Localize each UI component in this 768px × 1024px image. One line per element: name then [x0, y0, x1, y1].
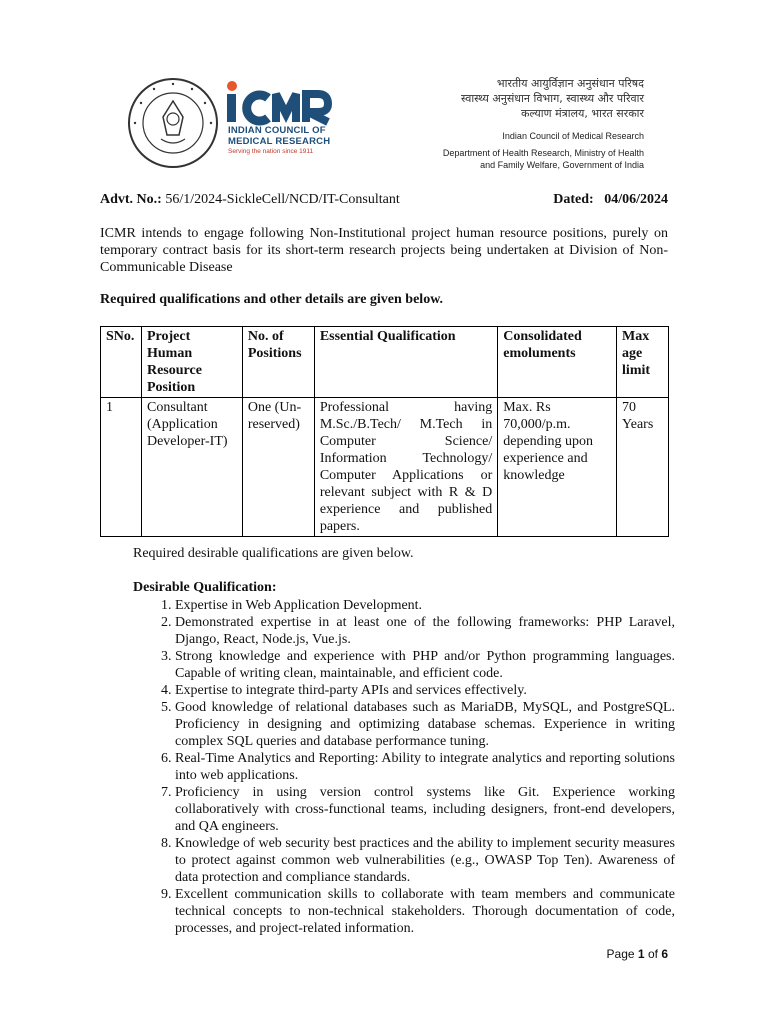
- hindi-line-2: स्वास्थ्य अनुसंधान विभाग, स्वास्थ्य और परिवार: [460, 92, 644, 105]
- logo-line-2: MEDICAL RESEARCH: [228, 136, 331, 147]
- advertisement-line: [100, 192, 668, 208]
- table-row: [101, 398, 669, 537]
- positions-table: [100, 326, 669, 537]
- logo-tagline: Serving the nation since 1911: [228, 148, 314, 155]
- header-qualification: Essential Qualification: [314, 327, 497, 398]
- hindi-line-1: भारतीय आयुर्विज्ञान अनुसंधान परिषद: [496, 77, 644, 90]
- department-line-2: and Family Welfare, Government of India: [480, 160, 644, 170]
- table-header-row: [101, 327, 669, 398]
- header-sno: SNo.: [101, 327, 142, 398]
- list-item: 7. Proficiency in using version control systems like Git. Experience working collaboratively with cross-functional teams, including designers, front-end developers, and QA engineers.: [175, 784, 675, 835]
- department-line-1: Department of Health Research, Ministry of Health: [442, 148, 644, 158]
- header-emoluments: Consolidated emoluments: [498, 327, 617, 398]
- list-item: 3. Strong knowledge and experience with PHP and/or Python programming languages. Capable of writing clean, maintainable, and efficient code.: [175, 648, 675, 682]
- list-item: 5. Good knowledge of relational databases such as MariaDB, MySQL, and PostgreSQL. Proficiency in designing and optimizing database schemas. Experience in writing complex SQL queries and database performance tuning.: [175, 699, 675, 750]
- dated-label: Dated:: [553, 192, 594, 207]
- required-heading: Required qualifications and other details are given below.: [100, 292, 444, 307]
- department-line: [324, 147, 644, 171]
- cell-age-limit: 70 Years: [617, 398, 669, 537]
- list-item: 4. Expertise to integrate third-party APIs and services effectively.: [175, 682, 675, 699]
- header-positions-count: No. of Positions: [242, 327, 314, 398]
- list-item: 6. Real-Time Analytics and Reporting: Ability to integrate analytics and reporting solutions into web applications.: [175, 750, 675, 784]
- page-total: 6: [661, 947, 668, 961]
- header-age-limit: Max age limit: [617, 327, 669, 398]
- logo-line-1: INDIAN COUNCIL OF: [228, 125, 326, 136]
- page-number: [607, 947, 668, 961]
- cell-sno: 1: [101, 398, 142, 537]
- list-item: 2. Demonstrated expertise in at least one of the following frameworks: PHP Laravel, Django, React, Node.js, Vue.js.: [175, 614, 675, 648]
- desirable-title: Desirable Qualification:: [133, 580, 277, 595]
- list-item: 8. Knowledge of web security best practices and the ability to implement security measures to protect against common web vulnerabilities (e.g., OWASP Top Ten). Awareness of data protection and compliance standards.: [175, 835, 675, 886]
- list-item: 9. Excellent communication skills to collaborate with team members and communicate technical concepts to non-technical stakeholders. Thorough documentation of code, processes, and project-related information.: [175, 886, 675, 937]
- desirable-intro: Required desirable qualifications are given below.: [133, 546, 414, 561]
- header-position: Project Human Resource Position: [141, 327, 242, 398]
- page-of: of: [647, 947, 658, 961]
- english-org-name: Indian Council of Medical Research: [502, 131, 644, 141]
- letterhead-right: [324, 76, 644, 171]
- desirable-list: [175, 597, 675, 937]
- advt-number: 56/1/2024-SickleCell/NCD/IT-Consultant: [165, 192, 400, 207]
- cell-positions-count: One (Un-reserved): [242, 398, 314, 537]
- cell-position: Consultant (Application Developer-IT): [141, 398, 242, 537]
- page-current: 1: [637, 947, 645, 961]
- page-label: Page: [606, 947, 635, 961]
- list-item: 1. Expertise in Web Application Development.: [175, 597, 675, 614]
- cell-qualification: Professional having M.Sc./B.Tech/ M.Tech in Computer Science/ Information Technology/ Computer Applications or relevant subject with R & D experience and published papers.: [314, 398, 497, 537]
- hindi-line-3: कल्याण मंत्रालय, भारत सरकार: [520, 107, 644, 120]
- intro-paragraph: ICMR intends to engage following Non-Institutional project human resource positions, purely on temporary contract basis for its short-term research projects being undertaken at Division of Non-Communicable Disease: [100, 226, 668, 275]
- dated-value: 04/06/2024: [604, 192, 668, 207]
- advt-label: Advt. No.:: [100, 192, 162, 207]
- dated-block: [553, 192, 668, 208]
- cell-emoluments: Max. Rs 70,000/p.m. depending upon experience and knowledge: [498, 398, 617, 537]
- icmr-seal-logo: [127, 77, 219, 169]
